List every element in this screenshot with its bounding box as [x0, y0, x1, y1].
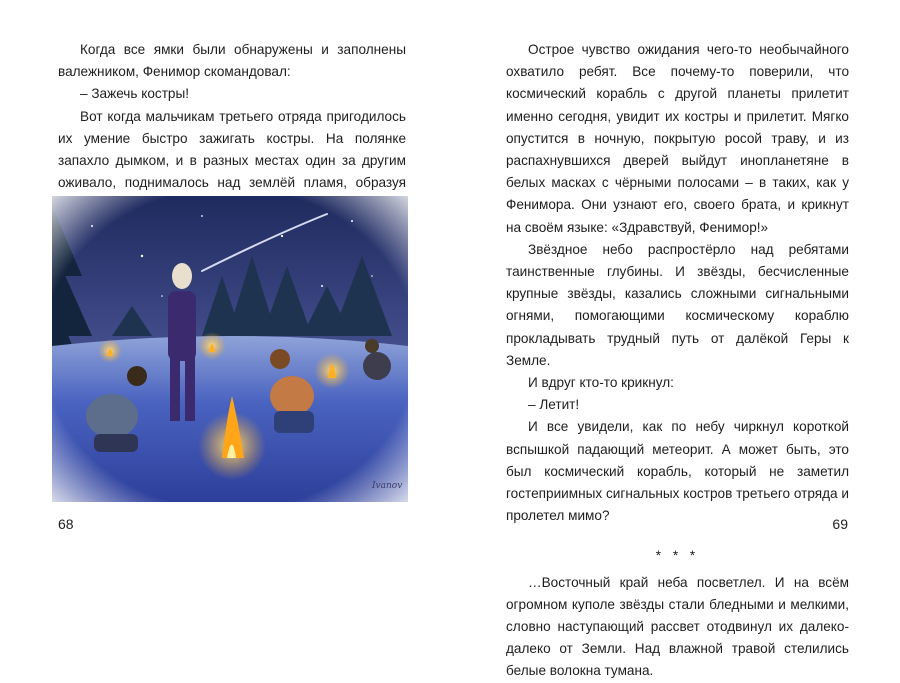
- paragraph: – Летит!: [528, 397, 580, 413]
- paragraph: Вот когда мальчикам третьего отряда пригодилось их умение быстро зажигать костры. На полянке запахло дымком, и в разных местах один за другим оживало, поднималось над землёй пламя, образуя: [58, 108, 406, 191]
- right-page-text: [506, 39, 849, 683]
- paragraph: И вдруг кто-то крикнул:: [528, 375, 674, 391]
- night-campfire-scene: [52, 196, 408, 502]
- section-separator: * * *: [655, 548, 700, 564]
- paragraph: Звёздное небо распростёрло над ребятами таинственные глубины. И звёзды, бесчисленные крупные звёзды, казались сложными сигнальными огнями, помогающими космическому кораблю прокладывать трудный путь от далёкой Геры к Земле.: [506, 241, 849, 368]
- paragraph: Острое чувство ожидания чего-то необычайного охватило ребят. Все почему-то поверили, что космический корабль с другой планеты прилетит именно сегодня, увидит их костры и прилетит. Мягко опустится в ночную, покрытую росой траву, и из распахнувшихся дверей выйдут инопланетяне в белых масках с чёрными полосами – в таких, как у Фенимора. Они узнают его, своего брата, и крикнут на своём языке: «Здравствуй, Фенимор!»: [506, 42, 849, 235]
- left-page-text: [58, 39, 406, 217]
- campfire-illustration: [52, 196, 408, 502]
- paragraph: …Восточный край неба посветлел. И на всём огромном куполе звёзды стали бледными и мелкими, словно наступающий рассвет отодвинул их далеко-далеко от Земли. Над влажной травой стелились белые волокна тумана.: [506, 574, 849, 679]
- paragraph: – Зажечь костры!: [80, 86, 190, 102]
- left-page: [0, 0, 450, 576]
- paragraph: И все увидели, как по небу чиркнул короткой вспышкой падающий метеорит. А может быть, это был космический корабль, который не заметил гостеприимных сигнальных костров третьего отряда и пролетел мимо?: [506, 419, 849, 524]
- artist-signature: Ivanov: [372, 481, 403, 491]
- paragraph: Когда все ямки были обнаружены и заполнены валежником, Фенимор скомандовал:: [58, 42, 406, 80]
- page-number-left: 68: [58, 516, 74, 532]
- right-page: [450, 0, 900, 679]
- page-number-right: 69: [832, 516, 848, 532]
